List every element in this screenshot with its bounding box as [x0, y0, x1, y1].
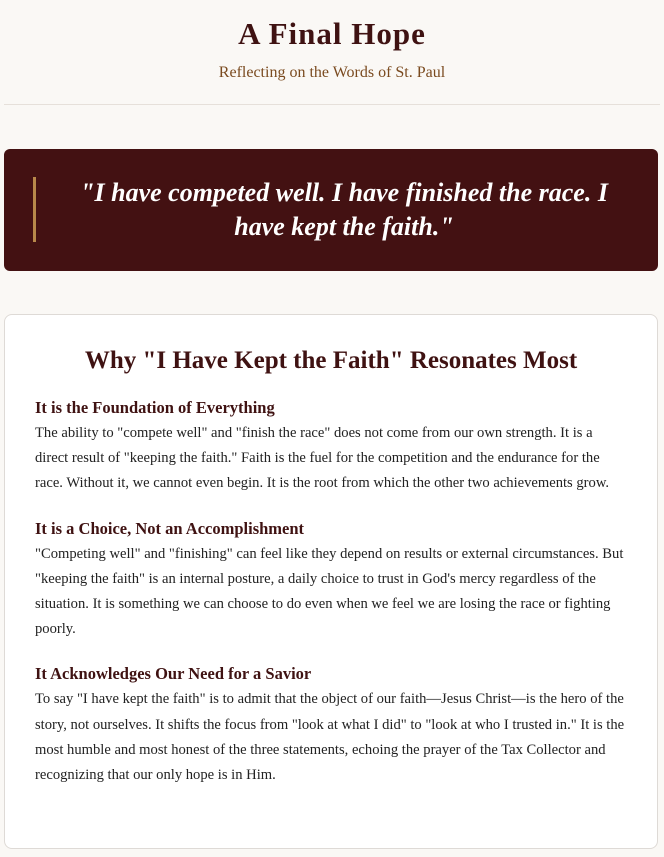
page-header — [4, 0, 660, 105]
page-title: A Final Hope — [238, 16, 426, 51]
reflection-card — [4, 314, 658, 849]
section-body: To say "I have kept the faith" is to admit that the object of our faith—Jesus Christ—is the hero of the story, not ourselves. It shifts the focus from "look at what I did" to "look at who I trusted in." It is the most humble and most honest of the three statements, echoing the prayer of the Tax Collector and recognizing that our only hope is in Him. — [35, 691, 625, 784]
card-title: Why "I Have Kept the Faith" Resonates Most — [84, 347, 578, 374]
section-heading: It is the Foundation of Everything — [35, 398, 275, 417]
section-body: "Competing well" and "finishing" can feel like they depend on results or external circumstances. But "keeping the faith" is an internal posture, a daily choice to trust in God's mercy regardless of the situation. It is something we can choose to do even when we feel we are losing the race or fighting poorly. — [35, 545, 624, 638]
section-body: The ability to "compete well" and "finish the race" does not come from our own strength. It is a direct result of "keeping the faith." Faith is the fuel for the competition and the endurance for the race. Without it, we cannot even begin. It is the root from which the other two achievements grow. — [35, 425, 610, 492]
section-savior — [35, 663, 627, 788]
section-heading: It is a Choice, Not an Accomplishment — [35, 518, 305, 538]
section-foundation — [35, 397, 627, 497]
section-heading: It Acknowledges Our Need for a Savior — [35, 664, 312, 684]
quote-accent-bar — [33, 177, 36, 242]
quote-text: "I have competed well. I have finished the race. I have kept the faith." — [80, 178, 608, 241]
quote-banner — [4, 149, 658, 271]
page-subtitle: Reflecting on the Words of St. Paul — [218, 64, 446, 81]
section-choice — [35, 518, 627, 643]
